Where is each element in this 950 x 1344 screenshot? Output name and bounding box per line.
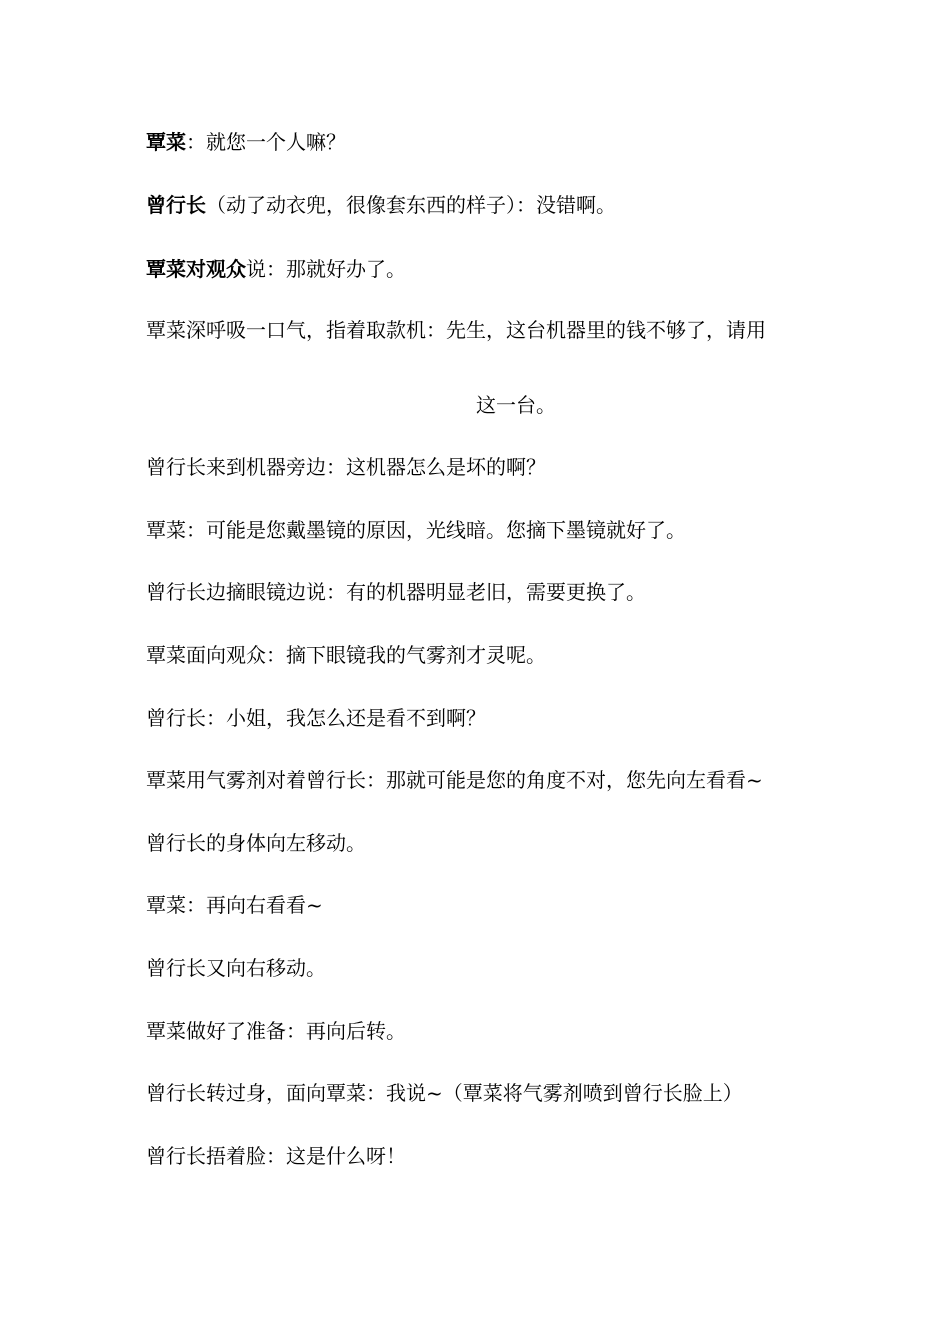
script-line-4 [146, 316, 826, 344]
line-text: 说：那就好办了。 [246, 257, 406, 281]
line-text: 曾行长：小姐，我怎么还是看不到啊？ [146, 706, 486, 730]
script-line-12 [146, 891, 826, 919]
line-text: ：就您一个人嘛？ [186, 130, 346, 154]
line-text: 覃菜用气雾剂对着曾行长：那就可能是您的角度不对，您先向左看看~ [146, 768, 763, 792]
line-text: 覃菜面向观众：摘下眼镜我的气雾剂才灵呢。 [146, 643, 546, 667]
speaker-name: 覃菜对观众 [146, 257, 246, 281]
speaker-name: 覃菜 [146, 130, 186, 154]
line-text: 覃菜深呼吸一口气，指着取款机：先生，这台机器里的钱不够了，请用 [146, 318, 766, 342]
line-text: 曾行长边摘眼镜边说：有的机器明显老旧，需要更换了。 [146, 580, 646, 604]
script-line-11 [146, 829, 826, 857]
script-line-6 [146, 516, 826, 544]
line-text: 曾行长转过身，面向覃菜：我说~（覃菜将气雾剂喷到曾行长脸上） [146, 1081, 743, 1105]
line-text: 曾行长捂着脸：这是什么呀！ [146, 1144, 406, 1168]
line-text: 覃菜：再向右看看~ [146, 893, 323, 917]
script-line-10 [146, 766, 826, 794]
script-line-14 [146, 1017, 826, 1045]
script-line-5 [146, 453, 826, 481]
line-text: 覃菜：可能是您戴墨镜的原因，光线暗。您摘下墨镜就好了。 [146, 518, 686, 542]
script-line-15 [146, 1079, 826, 1107]
line-text: 这一台。 [476, 393, 556, 417]
line-text: 曾行长的身体向左移动。 [146, 831, 366, 855]
script-line-2 [146, 191, 826, 219]
script-line-1 [146, 128, 826, 156]
line-text: 曾行长又向右移动。 [146, 956, 326, 980]
script-line-16 [146, 1142, 826, 1170]
speaker-name: 曾行长 [146, 193, 206, 217]
script-line-13 [146, 954, 826, 982]
script-line-8 [146, 641, 826, 669]
line-text: 覃菜做好了准备：再向后转。 [146, 1019, 406, 1043]
line-text: （动了动衣兜，很像套东西的样子）：没错啊。 [206, 193, 616, 217]
script-line-3 [146, 255, 826, 283]
script-line-7 [146, 578, 826, 606]
script-line-4-continued [146, 391, 886, 419]
line-text: 曾行长来到机器旁边：这机器怎么是坏的啊？ [146, 455, 546, 479]
script-line-9 [146, 704, 826, 732]
